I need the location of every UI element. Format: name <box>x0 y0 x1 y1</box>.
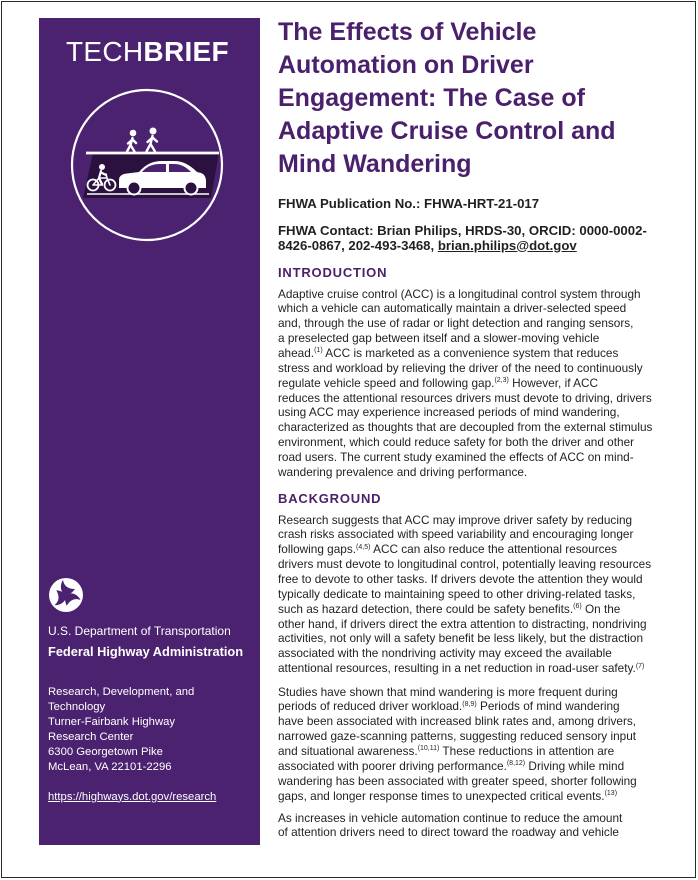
techbrief-wordmark <box>66 35 229 69</box>
text-line: and, through the use of radar or light detection and ranging sensors, <box>278 316 634 331</box>
citation-superscript: (6) <box>573 603 582 611</box>
publication-label: FHWA Publication No.: <box>278 196 421 211</box>
contact-phone-text: 8426-0867, 202-493-3468, <box>278 237 438 253</box>
text-line: Adaptive cruise control (ACC) is a longitudinal control system through <box>278 286 641 301</box>
text-line: associated with poorer driving performance.$^{(8,12)}$ Driving while mind <box>278 758 625 773</box>
text-line: As increases in vehicle automation continue to reduce the amount <box>278 810 623 825</box>
citation-superscript: (4,5) <box>356 543 371 551</box>
text-line: such as hazard detection, there could be safety benefits.$^{(6)}$ On the <box>278 601 621 616</box>
citation-superscript: (13) <box>604 790 618 797</box>
usdot-logo-icon <box>48 577 84 613</box>
text-line: Research suggests that ACC may improve driver safety by reducing <box>278 512 633 527</box>
road-users-illustration-icon <box>67 85 227 245</box>
text-line: other hand, if drivers direct the extra attention to distracting, nondriving <box>278 616 647 631</box>
background-paragraph-1 <box>278 513 670 676</box>
text-line: environment, which could reduce safety for both the driver and other <box>278 435 635 450</box>
text-line: have been associated with increased blink rates and, among drivers, <box>278 714 637 729</box>
fhwa-administration-name: Federal Highway Administration <box>48 644 244 659</box>
text-line: characterized as thoughts that are decoupled from the external stimulus <box>278 420 653 435</box>
document-title <box>278 16 616 181</box>
contact-line-2 <box>278 238 647 253</box>
title-line: Mind Wandering <box>278 149 472 178</box>
brand-tech: TECH <box>66 36 144 67</box>
text-line: Studies have shown that mind wandering is more frequent during <box>278 684 618 699</box>
pedestrian-icon <box>127 130 136 152</box>
text-line: a preselected gap between itself and a slower-moving vehicle <box>278 331 600 346</box>
text-line: ahead.$^{(1)}$ ACC is marketed as a convenience system that reduces <box>278 345 619 360</box>
publication-value: FHWA-HRT-21-017 <box>424 196 540 211</box>
text-line: wandering prevalence and driving performance. <box>278 464 528 479</box>
pedestrian-icon <box>147 128 158 152</box>
citation-superscript: (1) <box>314 347 323 355</box>
contact-email-link[interactable]: brian.philips@dot.gov <box>437 237 577 253</box>
title-line: Automation on Driver <box>278 50 534 79</box>
text-line: periods of reduced driver workload.$^{(8,9)}$ Periods of mind wandering <box>278 699 620 714</box>
text-line: reduces the attentional resources drivers must devote to driving, drivers <box>278 390 652 405</box>
background-paragraph-2 <box>278 685 670 804</box>
address-line: Research Center <box>48 730 134 743</box>
address-line: Research, Development, and <box>48 685 195 698</box>
title-line: The Effects of Vehicle <box>278 17 537 46</box>
usdot-agency-name: U.S. Department of Transportation <box>48 624 231 638</box>
research-website-link[interactable]: https://highways.dot.gov/research <box>48 790 217 803</box>
title-line: Engagement: The Case of <box>278 83 585 112</box>
text-line: drivers must devote to longitudinal control, potentially leaving resources <box>278 557 652 572</box>
contact-line-1: FHWA Contact: Brian Philips, HRDS-30, ORCID: 0000-0002- <box>278 222 647 238</box>
text-line: road users. The current study examined the effects of ACC on mind- <box>278 449 634 464</box>
citation-superscript: (7) <box>635 662 645 670</box>
text-line: following gaps.$^{(4,5)}$ ACC can also reduce the attentional resources <box>278 542 618 557</box>
citation-superscript: (8,9) <box>462 700 477 708</box>
title-line: Adaptive Cruise Control and <box>278 116 616 145</box>
text-line: which a vehicle can automatically maintain a driver-selected speed <box>278 301 627 316</box>
citation-superscript: (10,11) <box>417 745 440 753</box>
publication-number <box>278 196 539 212</box>
text-line: typically dedicate to maintaining speed to other driving-related tasks, <box>278 586 636 601</box>
introduction-heading: INTRODUCTION <box>278 265 388 280</box>
brand-brief: BRIEF <box>143 36 229 67</box>
background-paragraph-3 <box>278 811 670 841</box>
address-line: McLean, VA 22101-2296 <box>48 760 172 773</box>
text-line: using ACC may experience increased periods of mind wandering, <box>278 405 620 420</box>
text-line: associated with the nondriving activity may exceed the available <box>278 646 612 661</box>
text-line: of attention drivers need to direct toward the roadway and vehicle <box>278 825 619 840</box>
fhwa-contact <box>278 223 647 253</box>
address-line: Turner-Fairbank Highway <box>48 715 176 728</box>
background-heading: BACKGROUND <box>278 491 382 506</box>
introduction-paragraph <box>278 287 670 480</box>
address-line: 6300 Georgetown Pike <box>48 745 163 758</box>
address-line: Technology <box>48 700 106 713</box>
text-line: crash risks associated with speed variability and encouraging longer <box>278 527 634 542</box>
text-line: activities, not only will a safety benefit be less likely, but the distraction <box>278 631 644 646</box>
text-line: and situational awareness.$^{(10,11)}$ These reductions in attention are <box>278 743 615 758</box>
sidebar <box>39 18 260 845</box>
text-line: regulate vehicle speed and following gap.$^{(2,3)}$ However, if ACC <box>278 375 599 390</box>
text-line: attentional resources, resulting in a net reduction in road-user safety.$^{(7)}$ <box>278 661 645 676</box>
text-line: wandering has been associated with greater speed, shorter following <box>278 773 637 788</box>
research-center-address <box>48 685 194 775</box>
text-line: stress and workload by relieving the driver of the need to continuously <box>278 360 643 375</box>
text-line: free to devote to other tasks. If drivers devote the attention they would <box>278 571 643 586</box>
citation-superscript: (2,3) <box>494 377 509 385</box>
citation-superscript: (8,12) <box>506 760 526 768</box>
text-line: gaps, and longer response times to unexpected critical events.$^{(13)}$ <box>278 788 618 803</box>
text-line: narrowed gaze-scanning patterns, suggesting reduced sensory input <box>278 729 637 744</box>
